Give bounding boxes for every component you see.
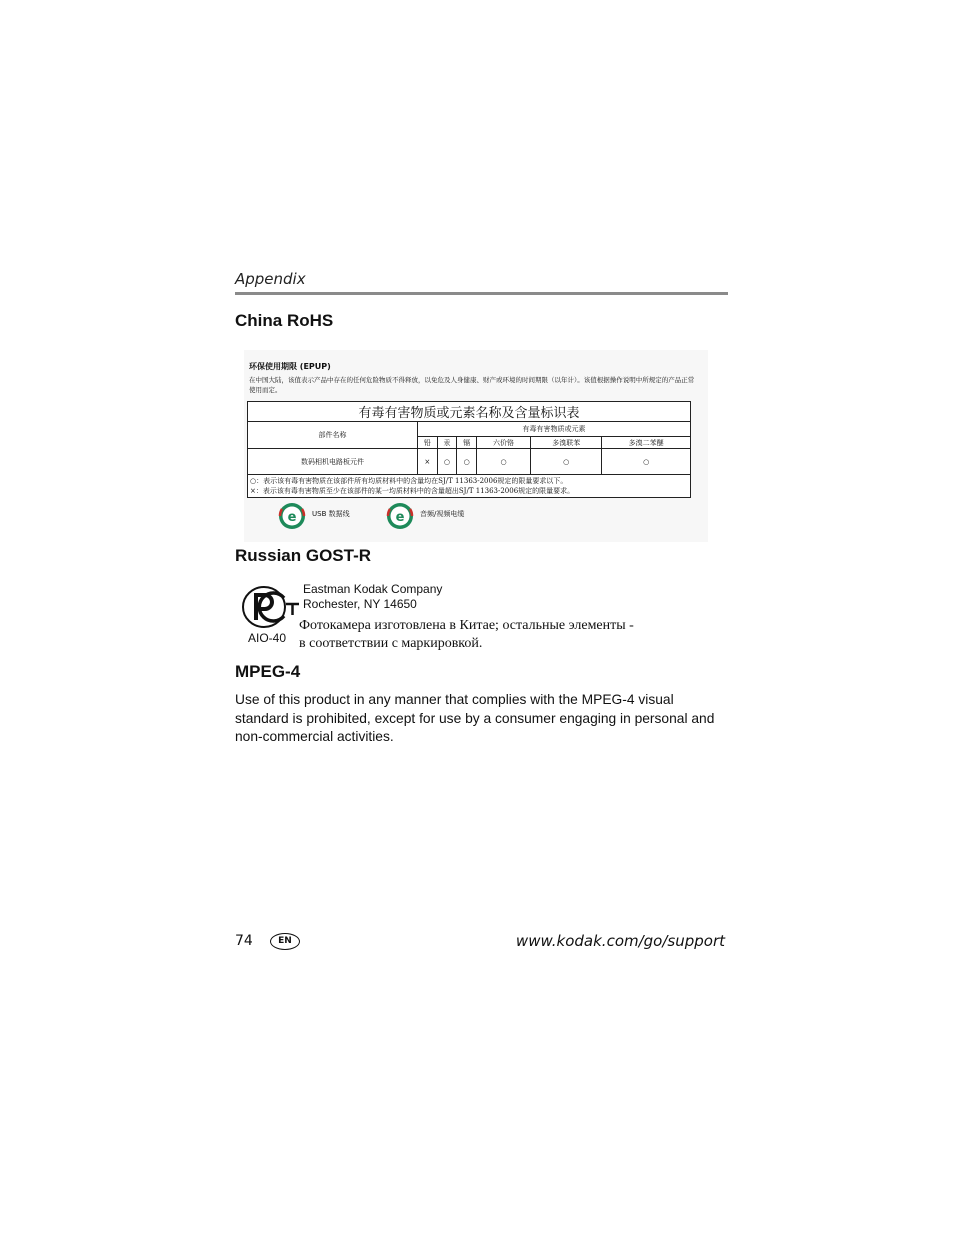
mpeg4-heading: MPEG-4 <box>235 662 301 681</box>
support-url: www.kodak.com/go/support <box>515 932 725 950</box>
hazardous-substance-table <box>247 401 691 498</box>
substance-header: 六价铬 <box>476 437 530 449</box>
substance-header: 汞 <box>437 437 457 449</box>
company-name: Eastman Kodak Company <box>303 582 443 596</box>
china-rohs-label-image <box>244 350 708 542</box>
substance-mark: ○ <box>437 449 457 475</box>
substance-mark: ○ <box>531 449 602 475</box>
note-x: ×：表示该有毒有害物质至少在该部件的某一均质材料中的含量超出SJ/T 11363-2006规定的限量要求。 <box>250 487 575 495</box>
gost-cert-code: AIO-40 <box>248 631 287 645</box>
part-name-cell: 数码相机电路板元件 <box>248 449 418 475</box>
mpeg4-paragraph: Use of this product in any manner that complies with the MPEG-4 visual standard is prohibited, except for use by a consumer engaging in personal and non-commercial activities. <box>235 692 715 744</box>
gost-company-block <box>303 582 442 612</box>
epup-e-logo-icon <box>278 502 306 530</box>
svg-text:e: e <box>287 510 297 525</box>
substance-group-header: 有毒有害物质或元素 <box>418 422 691 437</box>
running-head: Appendix <box>235 270 306 288</box>
table-caption: 有毒有害物质或元素名称及含量标识表 <box>248 402 691 422</box>
russian-gost-heading: Russian GOST-R <box>235 546 372 565</box>
logo-label-av-cable: 音频/视频电缆 <box>420 510 465 518</box>
company-address: Rochester, NY 14650 <box>303 597 417 611</box>
substance-header: 多溴二苯醚 <box>602 437 691 449</box>
language-badge: EN <box>270 933 300 950</box>
note-o: ○：表示该有毒有害物质在该部件所有均质材料中的含量均在SJ/T 11363-2006规定的限量要求以下。 <box>250 477 568 485</box>
header-rule <box>235 292 728 295</box>
china-rohs-heading: China RoHS <box>235 311 334 330</box>
substance-mark: × <box>418 449 438 475</box>
gost-russian-text <box>299 617 634 653</box>
table-notes <box>248 475 691 498</box>
part-name-header: 部件名称 <box>248 422 418 449</box>
russian-line: в соответствии с маркировкой. <box>299 636 483 651</box>
logo-label-usb: USB 数据线 <box>312 510 350 518</box>
page-number: 74 <box>235 933 253 949</box>
substance-header: 镉 <box>457 437 477 449</box>
svg-text:e: e <box>395 510 405 525</box>
substance-header: 多溴联苯 <box>531 437 602 449</box>
substance-mark: ○ <box>602 449 691 475</box>
substance-mark: ○ <box>457 449 477 475</box>
epup-text: 在中国大陆，该值表示产品中存在的任何危险物质不得释放，以免危及人身健康、财产或环境的时间期限（以年计）。该值根据操作说明中所规定的产品正常使用而定。 <box>249 376 695 394</box>
epup-e-logo-icon <box>386 502 414 530</box>
substance-header: 铅 <box>418 437 438 449</box>
russian-line: Фотокамера изготовлена в Китае; остальные элементы - <box>299 618 634 633</box>
gost-r-mark-icon <box>240 584 302 634</box>
substance-mark: ○ <box>476 449 530 475</box>
epup-title: 环保使用期限 (EPUP) <box>249 362 331 371</box>
